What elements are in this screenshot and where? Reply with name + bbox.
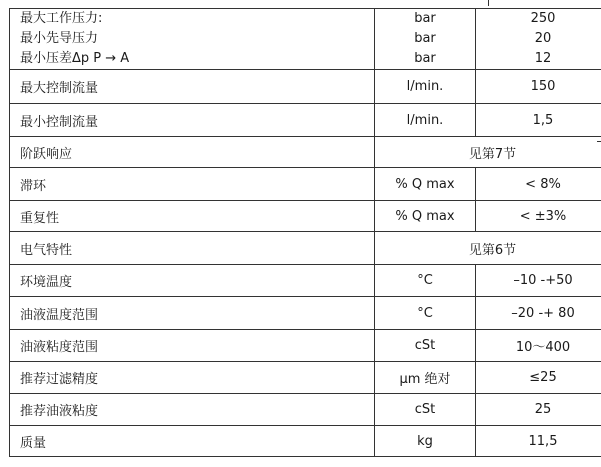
param-value: 10～400 (476, 330, 601, 362)
top-edge-tick (488, 0, 489, 6)
param-reference: 见第6节 (375, 232, 601, 265)
param-value: –20 -+ 80 (476, 297, 601, 330)
value-cell (476, 9, 601, 70)
unit-value: bar (414, 11, 436, 26)
param-unit: cSt (375, 330, 476, 362)
param-unit: °C (375, 265, 476, 297)
param-unit: % Q max (375, 201, 476, 232)
param-value: 1,5 (476, 104, 601, 137)
param-value: 150 (476, 70, 601, 104)
param-name: 油液温度范围 (10, 297, 375, 330)
table-row (10, 394, 601, 426)
param-unit: cSt (375, 394, 476, 426)
table-row (10, 201, 601, 232)
param-name-min-pilot-pressure: 最小先导压力 (20, 31, 99, 46)
param-name: 重复性 (10, 201, 375, 232)
spec-table (9, 8, 601, 457)
table-row (10, 137, 601, 168)
param-value: 20 (534, 31, 552, 46)
param-name: 推荐过滤精度 (10, 362, 375, 394)
param-name-min-pressure-diff: 最小压差Δp P → A (20, 51, 130, 66)
table-row (10, 168, 601, 201)
param-value: 25 (476, 394, 601, 426)
unit-value: bar (414, 31, 436, 46)
table-row (10, 297, 601, 330)
param-value: < ±3% (476, 201, 601, 232)
param-value: < 8% (476, 168, 601, 201)
param-name: 质量 (10, 426, 375, 457)
param-name: 环境温度 (10, 265, 375, 297)
param-value: –10 -+50 (476, 265, 601, 297)
param-value: 12 (534, 51, 552, 66)
table-row (10, 426, 601, 457)
unit-value: bar (414, 51, 436, 66)
param-name: 最小控制流量 (10, 104, 375, 137)
param-name: 油液粘度范围 (10, 330, 375, 362)
table-row (10, 104, 601, 137)
param-name: 滞环 (10, 168, 375, 201)
unit-cell (375, 9, 476, 70)
param-name: 推荐油液粘度 (10, 394, 375, 426)
param-name: 电气特性 (10, 232, 375, 265)
param-value: ≤25 (476, 362, 601, 394)
table-row (10, 232, 601, 265)
table-row (10, 265, 601, 297)
param-name: 阶跃响应 (10, 137, 375, 168)
table-row (10, 362, 601, 394)
param-unit: % Q max (375, 168, 476, 201)
table-row-pressures (10, 9, 601, 70)
param-unit: μm 绝对 (375, 362, 476, 394)
param-unit: °C (375, 297, 476, 330)
param-reference: 见第7节 (375, 137, 601, 168)
table-row (10, 330, 601, 362)
param-unit: kg (375, 426, 476, 457)
param-value: 11,5 (476, 426, 601, 457)
param-value: 250 (530, 11, 556, 26)
param-unit: l/min. (375, 104, 476, 137)
param-name: 最大控制流量 (10, 70, 375, 104)
param-unit: l/min. (375, 70, 476, 104)
param-name-max-working-pressure: 最大工作压力: (20, 11, 103, 26)
table-row (10, 70, 601, 104)
param-name-cell (10, 9, 375, 70)
